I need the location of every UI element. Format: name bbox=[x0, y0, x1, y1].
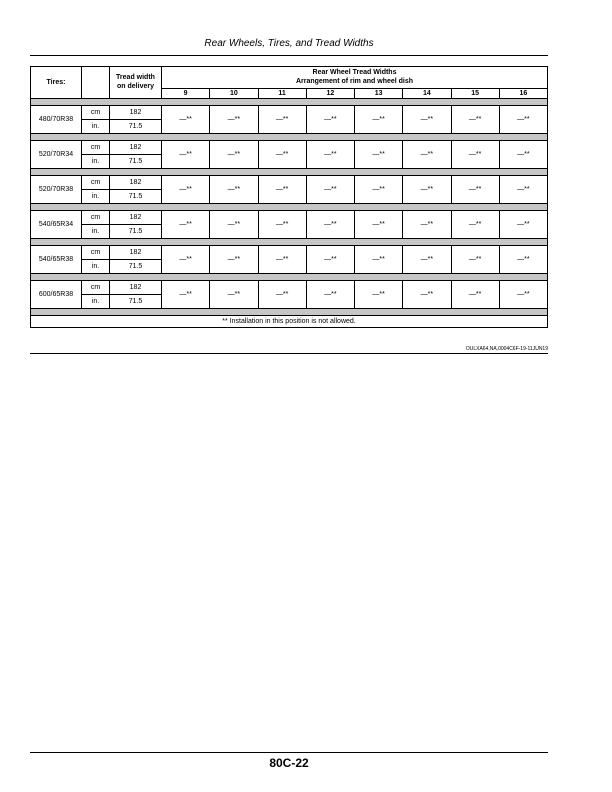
unit-cm-label: cm bbox=[82, 176, 110, 190]
tread-position-cell: —** bbox=[355, 281, 403, 309]
position-header: 13 bbox=[355, 89, 403, 99]
tread-width-in: 71.5 bbox=[110, 155, 162, 169]
tread-position-cell: —** bbox=[355, 176, 403, 204]
tread-width-in: 71.5 bbox=[110, 260, 162, 274]
tread-width-in: 71.5 bbox=[110, 120, 162, 134]
tread-width-cm: 182 bbox=[110, 141, 162, 155]
tread-position-cell: —** bbox=[403, 246, 451, 274]
tread-position-cell: —** bbox=[451, 141, 499, 169]
unit-in-label: in. bbox=[82, 120, 110, 134]
unit-in-label: in. bbox=[82, 260, 110, 274]
tread-width-in: 71.5 bbox=[110, 295, 162, 309]
position-header: 9 bbox=[162, 89, 210, 99]
tread-position-cell: —** bbox=[210, 211, 258, 239]
tread-position-cell: —** bbox=[258, 211, 306, 239]
tread-position-cell: —** bbox=[499, 211, 547, 239]
unit-cm-label: cm bbox=[82, 246, 110, 260]
tread-position-cell: —** bbox=[306, 141, 354, 169]
tread-position-cell: —** bbox=[451, 211, 499, 239]
spacer-row bbox=[31, 169, 548, 176]
footnote-text: ** Installation in this position is not allowed. bbox=[31, 316, 548, 328]
tread-position-cell: —** bbox=[306, 246, 354, 274]
tread-position-cell: —** bbox=[403, 176, 451, 204]
delivery-column-header bbox=[110, 67, 162, 99]
header-divider bbox=[30, 55, 548, 56]
footnote-row bbox=[31, 316, 548, 328]
tread-position-cell: —** bbox=[258, 176, 306, 204]
tread-position-cell: —** bbox=[451, 176, 499, 204]
position-header: 12 bbox=[306, 89, 354, 99]
tread-position-cell: —** bbox=[210, 281, 258, 309]
tread-position-cell: —** bbox=[403, 106, 451, 134]
position-header: 10 bbox=[210, 89, 258, 99]
tread-position-cell: —** bbox=[403, 141, 451, 169]
tread-position-cell: —** bbox=[451, 246, 499, 274]
unit-in-label: in. bbox=[82, 225, 110, 239]
rear-header-line1: Rear Wheel Tread Widths bbox=[312, 69, 397, 76]
tire-size: 520/70R34 bbox=[31, 141, 82, 169]
table-body bbox=[31, 99, 548, 309]
tread-position-cell: —** bbox=[306, 211, 354, 239]
tread-position-cell: —** bbox=[162, 246, 210, 274]
tread-position-cell: —** bbox=[403, 211, 451, 239]
tread-position-cell: —** bbox=[210, 176, 258, 204]
page-number: 80C-22 bbox=[269, 756, 309, 770]
tread-width-cm: 182 bbox=[110, 176, 162, 190]
tread-position-cell: —** bbox=[258, 246, 306, 274]
delivery-header-line2: on delivery bbox=[117, 82, 154, 90]
tread-position-cell: —** bbox=[162, 141, 210, 169]
tread-position-cell: —** bbox=[258, 106, 306, 134]
tire-size: 540/65R38 bbox=[31, 246, 82, 274]
table-row bbox=[31, 176, 548, 190]
tire-size: 540/65R34 bbox=[31, 211, 82, 239]
unit-cm-label: cm bbox=[82, 281, 110, 295]
tread-position-cell: —** bbox=[499, 106, 547, 134]
unit-cm-label: cm bbox=[82, 106, 110, 120]
unit-cm-label: cm bbox=[82, 141, 110, 155]
tread-width-cm: 182 bbox=[110, 281, 162, 295]
tread-width-in: 71.5 bbox=[110, 190, 162, 204]
delivery-header-line1: Tread width bbox=[116, 74, 155, 81]
tires-column-header: Tires: bbox=[31, 67, 82, 99]
unit-in-label: in. bbox=[82, 295, 110, 309]
tread-position-cell: —** bbox=[306, 106, 354, 134]
tire-size: 480/70R38 bbox=[31, 106, 82, 134]
spacer-row bbox=[31, 274, 548, 281]
rear-header-line2: Arrangement of rim and wheel dish bbox=[295, 77, 414, 85]
tread-position-cell: —** bbox=[162, 281, 210, 309]
unit-in-label: in. bbox=[82, 190, 110, 204]
position-header: 15 bbox=[451, 89, 499, 99]
table-row bbox=[31, 281, 548, 295]
unit-in-label: in. bbox=[82, 155, 110, 169]
tread-position-cell: —** bbox=[403, 281, 451, 309]
section-divider bbox=[30, 353, 548, 354]
tread-width-cm: 182 bbox=[110, 106, 162, 120]
tread-position-cell: —** bbox=[210, 106, 258, 134]
unit-column-header bbox=[82, 67, 110, 99]
tread-position-cell: —** bbox=[162, 176, 210, 204]
spacer-row bbox=[31, 239, 548, 246]
spacer-row bbox=[31, 99, 548, 106]
tread-position-cell: —** bbox=[451, 106, 499, 134]
tread-position-cell: —** bbox=[306, 281, 354, 309]
tread-width-table bbox=[30, 66, 548, 328]
table-row bbox=[31, 211, 548, 225]
tread-position-cell: —** bbox=[355, 211, 403, 239]
tread-position-cell: —** bbox=[355, 106, 403, 134]
tread-width-in: 71.5 bbox=[110, 225, 162, 239]
tread-position-cell: —** bbox=[258, 281, 306, 309]
tread-position-cell: —** bbox=[258, 141, 306, 169]
tread-position-cell: —** bbox=[355, 141, 403, 169]
unit-cm-label: cm bbox=[82, 211, 110, 225]
position-header: 11 bbox=[258, 89, 306, 99]
table-row bbox=[31, 246, 548, 260]
rear-tread-widths-header bbox=[162, 67, 548, 89]
spacer-row bbox=[31, 134, 548, 141]
tread-position-cell: —** bbox=[210, 141, 258, 169]
document-id: OULXA64,NA,0004C6F-19-11JUN19 bbox=[465, 346, 548, 352]
tread-width-cm: 182 bbox=[110, 246, 162, 260]
tread-position-cell: —** bbox=[499, 141, 547, 169]
tread-position-cell: —** bbox=[499, 281, 547, 309]
tread-position-cell: —** bbox=[210, 246, 258, 274]
tread-position-cell: —** bbox=[162, 106, 210, 134]
tread-position-cell: —** bbox=[499, 176, 547, 204]
footer-divider bbox=[30, 752, 548, 753]
tread-position-cell: —** bbox=[162, 211, 210, 239]
tread-position-cell: —** bbox=[499, 246, 547, 274]
tire-size: 520/70R38 bbox=[31, 176, 82, 204]
table-row bbox=[31, 106, 548, 120]
spacer-row bbox=[31, 309, 548, 316]
spacer-row bbox=[31, 204, 548, 211]
table-row bbox=[31, 141, 548, 155]
tread-width-cm: 182 bbox=[110, 211, 162, 225]
tread-position-cell: —** bbox=[355, 246, 403, 274]
page-header: Rear Wheels, Tires, and Tread Widths bbox=[204, 38, 374, 49]
tread-position-cell: —** bbox=[306, 176, 354, 204]
tire-size: 600/65R38 bbox=[31, 281, 82, 309]
position-header: 16 bbox=[499, 89, 547, 99]
tread-position-cell: —** bbox=[451, 281, 499, 309]
position-header: 14 bbox=[403, 89, 451, 99]
